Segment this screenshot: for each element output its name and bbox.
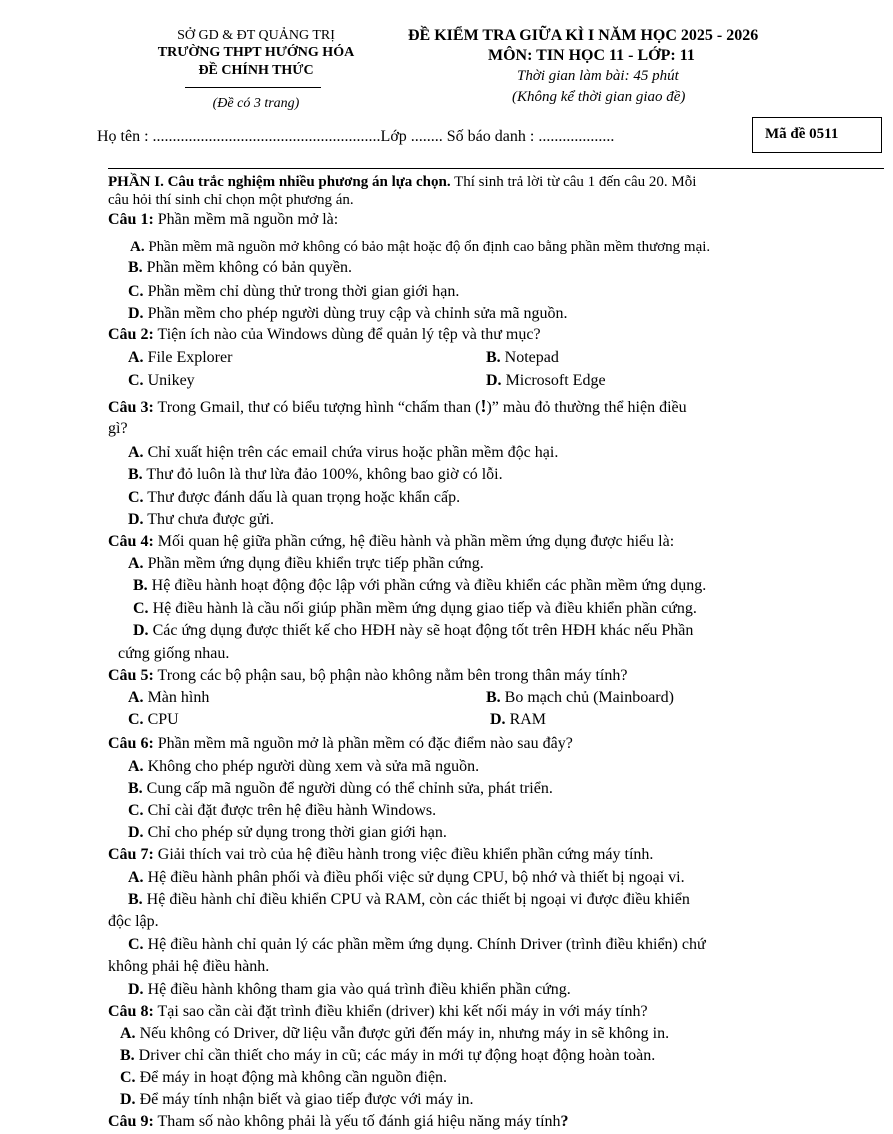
option-label: A. [128, 758, 144, 775]
option-text: Hệ điều hành chỉ điều khiển CPU và RAM, còn các thiết bị ngoại vi được điều khiển [142, 891, 690, 908]
option-text: Hệ điều hành không tham gia vào quá trình điều khiển phần cứng. [143, 981, 571, 998]
option-label: A. [128, 869, 144, 886]
option-label: B. [128, 466, 143, 483]
option-7c-cont: không phải hệ điều hành. [108, 958, 270, 975]
option-label: D. [128, 511, 144, 528]
option-text: Nếu không có Driver, dữ liệu vẫn được gửi đến máy in, nhưng máy in sẽ không in. [135, 1025, 670, 1042]
option-text: Chỉ xuất hiện trên các email chứa virus hoặc phần mềm độc hại. [143, 444, 559, 461]
option-4d[interactable] [133, 621, 693, 640]
question-text: Mối quan hệ giữa phần cứng, hệ điều hành và phần mềm ứng dụng được hiểu là: [153, 533, 675, 550]
exam-title: ĐỀ KIỂM TRA GIỮA KÌ I NĂM HỌC 2025 - 2026 [408, 27, 759, 44]
student-name-field[interactable]: Họ tên : ......................................................... [97, 128, 381, 145]
department-name: SỞ GD & ĐT QUẢNG TRỊ [177, 28, 335, 43]
option-3d[interactable] [128, 510, 274, 529]
question-8 [108, 1002, 648, 1021]
option-5c[interactable] [128, 710, 179, 729]
option-label: D. [120, 1091, 136, 1108]
option-text: Phần mềm chỉ dùng thử trong thời gian giới hạn. [143, 283, 460, 300]
option-5a[interactable] [128, 688, 209, 707]
class-field[interactable]: Lớp ........ [380, 128, 443, 145]
option-2c[interactable] [128, 371, 195, 390]
student-info-line [97, 128, 614, 146]
option-text: Unikey [143, 372, 195, 389]
option-6d[interactable] [128, 823, 447, 842]
option-label: A. [128, 444, 144, 461]
option-label: B. [128, 259, 143, 276]
section-divider [108, 168, 884, 169]
option-text: Phần mềm không có bản quyền. [142, 259, 352, 276]
question-label: Câu 9: [108, 1113, 154, 1130]
option-label: D. [128, 305, 144, 322]
option-text: CPU [143, 711, 179, 728]
question-label: Câu 2: [108, 326, 154, 343]
option-1a[interactable] [130, 238, 710, 257]
option-text: Notepad [500, 349, 559, 366]
option-label: C. [133, 600, 149, 617]
section-instructions: Thí sinh trả lời từ câu 1 đến câu 20. Mỗi [450, 174, 697, 190]
option-label: A. [130, 239, 145, 255]
option-text: Bo mạch chủ (Mainboard) [500, 689, 674, 706]
option-text: Hệ điều hành phân phối và điều phối việc sử dụng CPU, bộ nhớ và thiết bị ngoại vi. [143, 869, 685, 886]
option-7c[interactable] [128, 935, 706, 954]
question-label: Câu 1: [108, 211, 154, 228]
option-4a[interactable] [128, 554, 484, 573]
question-label: Câu 6: [108, 735, 154, 752]
question-label: Câu 8: [108, 1003, 154, 1020]
option-text: Cung cấp mã nguồn để người dùng có thể chỉnh sửa, phát triển. [142, 780, 553, 797]
option-label: C. [128, 802, 144, 819]
option-text: Hệ điều hành là cầu nối giúp phần mềm ứng dụng giao tiếp và điều khiển phần cứng. [148, 600, 697, 617]
option-label: B. [128, 891, 143, 908]
question-4 [108, 532, 674, 551]
option-label: C. [128, 489, 144, 506]
exam-subject: MÔN: TIN HỌC 11 - LỚP: 11 [488, 47, 695, 64]
question-2 [108, 325, 541, 344]
exam-time: Thời gian làm bài: 45 phút [517, 68, 679, 84]
option-4c[interactable] [133, 599, 697, 618]
option-5b[interactable] [486, 688, 674, 707]
option-label: B. [133, 577, 148, 594]
option-text: Thư được đánh dấu là quan trọng hoặc khẩn cấp. [143, 489, 461, 506]
option-text: Chỉ cho phép sử dụng trong thời gian giới hạn. [143, 824, 447, 841]
option-label: A. [128, 349, 144, 366]
option-2b[interactable] [486, 348, 559, 367]
question-text: Phần mềm mã nguồn mở là: [153, 211, 339, 228]
question-5 [108, 666, 627, 685]
question-label: Câu 4: [108, 533, 154, 550]
option-text: RAM [505, 711, 547, 728]
option-label: A. [120, 1025, 136, 1042]
question-text: Phần mềm mã nguồn mở là phần mềm có đặc điểm nào sau đây? [153, 735, 573, 752]
question-3-cont: gì? [108, 420, 128, 437]
question-text: Tham số nào không phải là yếu tố đánh giá hiệu năng máy tính [153, 1113, 561, 1130]
option-text: Không cho phép người dùng xem và sửa mã nguồn. [143, 758, 480, 775]
question-text: Trong Gmail, thư có biểu tượng hình “chấm than ( [153, 399, 481, 416]
option-text: Phần mềm ứng dụng điều khiển trực tiếp phần cứng. [143, 555, 484, 572]
option-label: B. [486, 689, 501, 706]
option-text: Phần mềm cho phép người dùng truy cập và chỉnh sửa mã nguồn. [143, 305, 568, 322]
exam-code: Mã đề 0511 [765, 126, 839, 142]
option-2a[interactable] [128, 348, 232, 367]
option-text: Driver chỉ cần thiết cho máy in cũ; các máy in mới tự động hoạt động hoàn toàn. [134, 1047, 656, 1064]
option-label: C. [128, 283, 144, 300]
option-label: D. [490, 711, 506, 728]
option-7a[interactable] [128, 868, 685, 887]
option-label: C. [128, 936, 144, 953]
option-6b[interactable] [128, 779, 553, 798]
question-text: Trong các bộ phận sau, bộ phận nào không nằm bên trong thân máy tính? [153, 667, 628, 684]
option-4d-cont: cứng giống nhau. [118, 645, 230, 662]
option-1b[interactable] [128, 258, 352, 277]
option-3a[interactable] [128, 443, 558, 462]
option-label: C. [128, 372, 144, 389]
option-label: D. [133, 622, 149, 639]
option-text: Phần mềm mã nguồn mở không có bảo mật hoặc độ ổn định cao bằng phần mềm thương mại. [144, 239, 711, 255]
option-8b[interactable] [120, 1046, 655, 1065]
option-text: File Explorer [143, 349, 233, 366]
section-heading [108, 173, 696, 192]
option-text: Microsoft Edge [501, 372, 606, 389]
option-8a[interactable] [120, 1024, 669, 1043]
question-1 [108, 210, 338, 229]
question-label: Câu 5: [108, 667, 154, 684]
option-7b[interactable] [128, 890, 690, 909]
question-label: Câu 3: [108, 399, 154, 416]
page-count-note: (Đề có 3 trang) [212, 96, 300, 111]
option-1d[interactable] [128, 304, 568, 323]
option-5d[interactable] [490, 710, 546, 729]
question-3 [108, 397, 687, 417]
option-text: Chỉ cài đặt được trên hệ điều hành Windows. [143, 802, 437, 819]
option-text: Hệ điều hành hoạt động độc lập với phần cứng và điều khiển các phần mềm ứng dụng. [147, 577, 707, 594]
question-9 [108, 1112, 569, 1131]
option-label: C. [120, 1069, 136, 1086]
option-3b[interactable] [128, 465, 503, 484]
question-mark: ? [560, 1113, 569, 1130]
option-label: B. [128, 780, 143, 797]
option-4b[interactable] [133, 576, 706, 595]
section-instructions-cont: câu hỏi thí sinh chỉ chọn một phương án. [108, 192, 354, 208]
option-label: D. [128, 981, 144, 998]
official-exam-label: ĐỀ CHÍNH THỨC [198, 63, 314, 78]
question-text: Tại sao cần cài đặt trình điều khiển (driver) khi kết nối máy in với máy tính? [153, 1003, 648, 1020]
option-text: Hệ điều hành chỉ quản lý các phần mềm ứng dụng. Chính Driver (trình điều khiển) chứ [143, 936, 706, 953]
candidate-number-field[interactable]: Số báo danh : ................... [446, 128, 615, 145]
option-label: A. [128, 689, 144, 706]
question-7 [108, 845, 653, 864]
option-3c[interactable] [128, 488, 460, 507]
question-6 [108, 734, 573, 753]
header-divider [185, 87, 321, 88]
option-label: C. [128, 711, 144, 728]
option-label: B. [486, 349, 501, 366]
option-8c[interactable] [120, 1068, 447, 1087]
option-label: D. [486, 372, 502, 389]
option-text: Thư chưa được gửi. [143, 511, 274, 528]
option-8d[interactable] [120, 1090, 474, 1109]
option-2d[interactable] [486, 371, 606, 390]
question-text-end: )” màu đỏ thường thể hiện điều [486, 399, 687, 416]
school-name: TRƯỜNG THPT HƯỚNG HÓA [157, 45, 355, 60]
exam-time-note: (Không kể thời gian giao đề) [512, 89, 686, 105]
option-text: Để máy in hoạt động mà không cần nguồn điện. [135, 1069, 448, 1086]
exclamation-icon: ! [480, 396, 487, 416]
section-title: PHẦN I. Câu trắc nghiệm nhiều phương án lựa chọn. [108, 174, 451, 190]
option-label: D. [128, 824, 144, 841]
option-label: B. [120, 1047, 135, 1064]
option-6c[interactable] [128, 801, 436, 820]
option-text: Thư đỏ luôn là thư lừa đảo 100%, không bao giờ có lỗi. [142, 466, 503, 483]
question-text: Giải thích vai trò của hệ điều hành trong việc điều khiển phần cứng máy tính. [153, 846, 654, 863]
option-text: Các ứng dụng được thiết kế cho HĐH này sẽ hoạt động tốt trên HĐH khác nếu Phần [148, 622, 694, 639]
question-label: Câu 7: [108, 846, 154, 863]
option-6a[interactable] [128, 757, 479, 776]
option-7b-cont: độc lập. [108, 913, 159, 930]
option-label: A. [128, 555, 144, 572]
option-text: Để máy tính nhận biết và giao tiếp được với máy in. [135, 1091, 474, 1108]
option-7d[interactable] [128, 980, 571, 999]
option-text: Màn hình [143, 689, 210, 706]
question-text: Tiện ích nào của Windows dùng để quản lý tệp và thư mục? [153, 326, 541, 343]
option-1c[interactable] [128, 282, 459, 301]
